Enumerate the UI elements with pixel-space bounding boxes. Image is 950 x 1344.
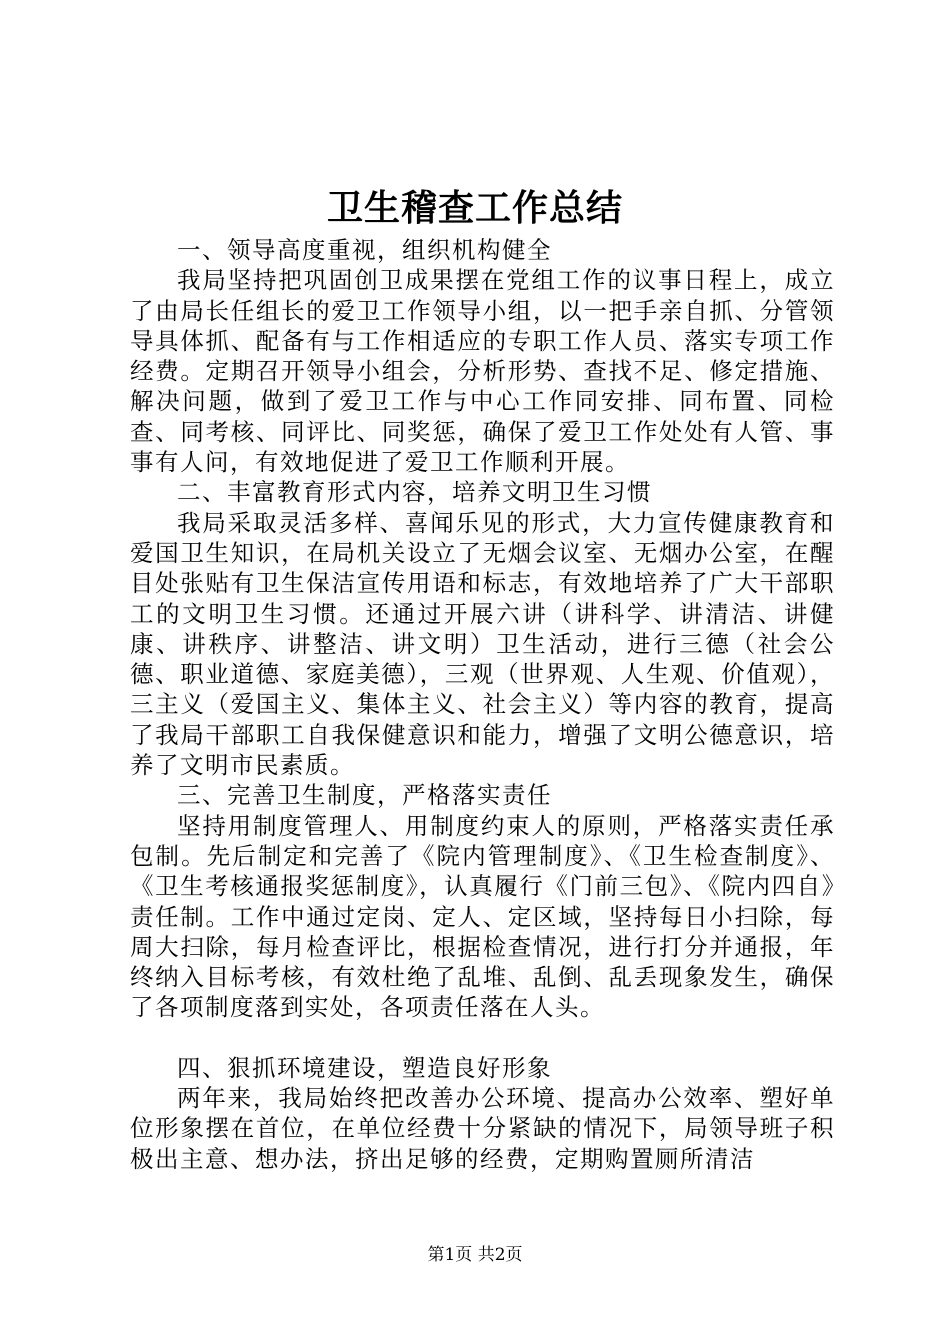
document-title: 卫生稽查工作总结 xyxy=(326,187,623,229)
section-paragraph-4: 两年来，我局始终把改善办公环境、提高办公效率、塑好单位形象摆在首位，在单位经费十分紧缺的情况下，局领导班子积极出主意、想办法，挤出足够的经费，定期购置厕所清洁 xyxy=(130,1084,835,1173)
section-paragraph-2: 我局采取灵活多样、喜闻乐见的形式，大力宣传健康教育和爱国卫生知识，在局机关设立了无烟会议室、无烟办公室，在醒目处张贴有卫生保洁宣传用语和标志，有效地培养了广大干部职工的文明卫生习惯。还通过开展六讲（讲科学、讲清洁、讲健康、讲秩序、讲整洁、讲文明）卫生活动，进行三德（社会公德、职业道德、家庭美德），三观（世界观、人生观、价值观），三主义（爱国主义、集体主义、社会主义）等内容的教育，提高了我局干部职工自我保健意识和能力，增强了文明公德意识，培养了文明市民素质。 xyxy=(130,508,835,780)
section-heading-1: 一、领导高度重视，组织机构健全 xyxy=(177,236,552,264)
section-paragraph-3: 坚持用制度管理人、用制度约束人的原则，严格落实责任承包制。先后制定和完善了《院内管理制度》、《卫生检查制度》、《卫生考核通报奖惩制度》，认真履行《门前三包》、《院内四自》责任制。工作中通过定岗、定人、定区域，坚持每日小扫除，每周大扫除，每月检查评比，根据检查情况，进行打分并通报，年终纳入目标考核，有效杜绝了乱堆、乱倒、乱丢现象发生，确保了各项制度落到实处，各项责任落在人头。 xyxy=(130,811,835,1022)
page-footer: 第1页 共2页 xyxy=(427,1245,523,1265)
document-body xyxy=(130,235,835,1174)
section-heading-3: 三、完善卫生制度，严格落实责任 xyxy=(177,781,552,810)
section-heading-4: 四、狠抓环境建设，塑造良好形象 xyxy=(177,1053,552,1082)
section-paragraph-1: 我局坚持把巩固创卫成果摆在党组工作的议事日程上，成立了由局长任组长的爱卫工作领导小组，以一把手亲自抓、分管领导具体抓、配备有与工作相适应的专职工作人员、落实专项工作经费。定期召开领导小组会，分析形势、查找不足、修定措施、解决问题，做到了爱卫工作与中心工作同安排、同布置、同检查、同考核、同评比、同奖惩，确保了爱卫工作处处有人管、事事有人问，有效地促进了爱卫工作顺利开展。 xyxy=(130,266,835,477)
section-heading-2: 二、丰富教育形式内容，培养文明卫生习惯 xyxy=(177,478,652,507)
